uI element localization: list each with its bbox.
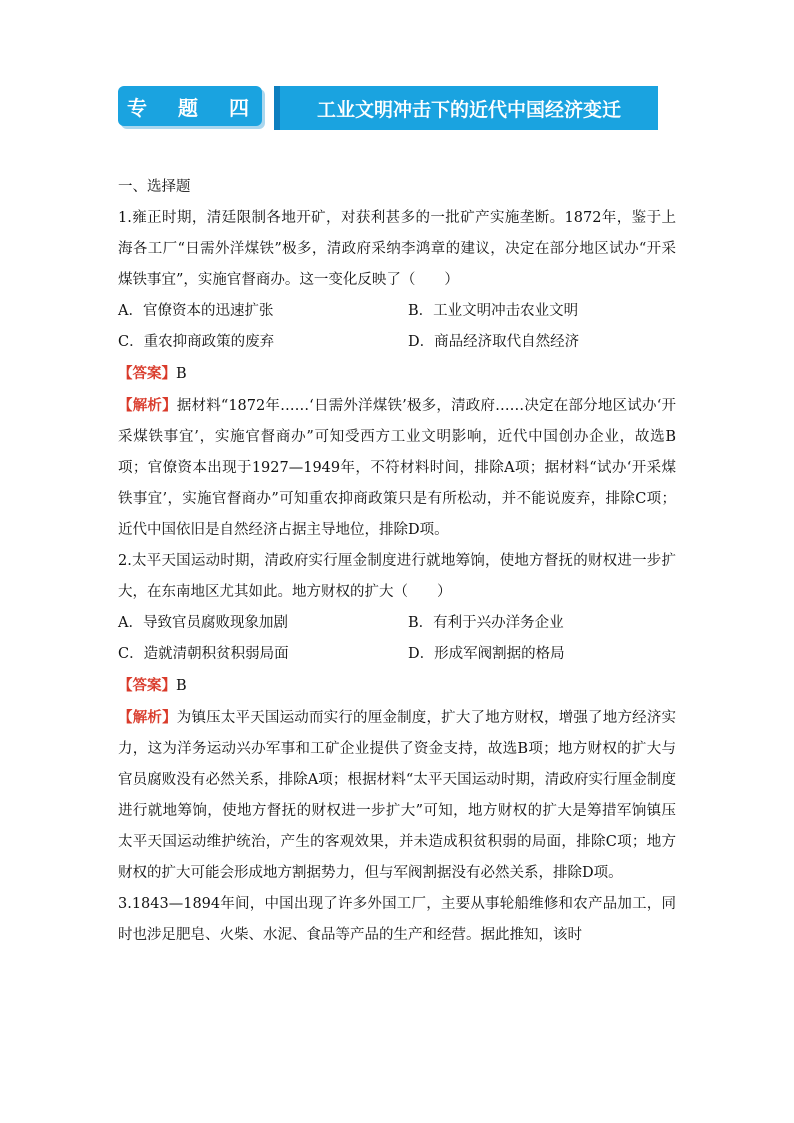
option-a: A．导致官员腐败现象加剧 bbox=[118, 615, 288, 631]
question-2-options bbox=[118, 608, 676, 670]
analysis-text: 为镇压太平天国运动而实行的厘金制度，扩大了地方财权，增强了地方经济实力，这为洋务运动兴办军事和工矿企业提供了资金支持，故选B项；地方财权的扩大与官员腐败没有必然关系，排除A项；根据材料“太平天国运动时期，清政府实行厘金制度进行就地筹饷，使地方督抚的财权进一步扩大”可知，地方财权的扩大是筹措军饷镇压太平天国运动维护统治，产生的客观效果，并未造成积贫积弱的局面，排除C项；地方财权的扩大可能会形成地方割据势力，但与军阀割据没有必然关系，排除D项。 bbox=[118, 710, 677, 881]
analysis-tag: 【解析】 bbox=[118, 397, 177, 414]
option-c: C．重农抑商政策的废弃 bbox=[118, 334, 275, 350]
question-1-answer bbox=[118, 358, 676, 390]
document-body bbox=[118, 172, 676, 951]
topic-banner bbox=[118, 86, 658, 130]
question-1-analysis bbox=[118, 390, 676, 546]
option-d: D．商品经济取代自然经济 bbox=[408, 334, 580, 350]
analysis-tag: 【解析】 bbox=[118, 709, 177, 726]
question-2-answer bbox=[118, 670, 676, 702]
topic-label: 专 题 四 bbox=[118, 86, 262, 126]
answer-value: B bbox=[176, 678, 187, 694]
option-b: B．有利于兴办洋务企业 bbox=[408, 615, 564, 631]
question-2-stem: 2.太平天国运动时期，清政府实行厘金制度进行就地筹饷，使地方督抚的财权进一步扩大，在东南地区尤其如此。地方财权的扩大（ ） bbox=[118, 553, 676, 600]
section-heading: 一、选择题 bbox=[118, 179, 191, 195]
question-1-stem: 1.雍正时期，清廷限制各地开矿，对获利甚多的一批矿产实施垄断。1872年，鉴于上海各工厂“日需外洋煤铁”极多，清政府采纳李鸿章的建议，决定在部分地区试办“开采煤铁事宜”，实施官督商办。这一变化反映了（ ） bbox=[118, 210, 676, 288]
question-1-options bbox=[118, 296, 676, 358]
analysis-text: 据材料“1872年……‘日需外洋煤铁’极多，清政府……决定在部分地区试办‘开采煤铁事宜’，实施官督商办”可知受西方工业文明影响，近代中国创办企业，故选B项；官僚资本出现于1927—1949年，不符材料时间，排除A项；据材料“试办‘开采煤铁事宜’，实施官督商办”可知重农抑商政策只是有所松动，并不能说废弃，排除C项；近代中国依旧是自然经济占据主导地位，排除D项。 bbox=[118, 398, 677, 538]
question-2-analysis bbox=[118, 702, 676, 889]
answer-value: B bbox=[176, 366, 187, 382]
option-a: A．官僚资本的迅速扩张 bbox=[118, 303, 274, 319]
option-c: C．造就清朝积贫积弱局面 bbox=[118, 646, 289, 662]
topic-title: 工业文明冲击下的近代中国经济变迁 bbox=[274, 86, 658, 130]
question-3-stem: 3.1843—1894年间，中国出现了许多外国工厂，主要从事轮船维修和农产品加工，同时也涉足肥皂、火柴、水泥、食品等产品的生产和经营。据此推知，该时 bbox=[118, 896, 676, 943]
option-b: B．工业文明冲击农业文明 bbox=[408, 303, 579, 319]
answer-tag: 【答案】 bbox=[118, 677, 176, 694]
answer-tag: 【答案】 bbox=[118, 365, 176, 382]
option-d: D．形成军阀割据的格局 bbox=[408, 646, 565, 662]
